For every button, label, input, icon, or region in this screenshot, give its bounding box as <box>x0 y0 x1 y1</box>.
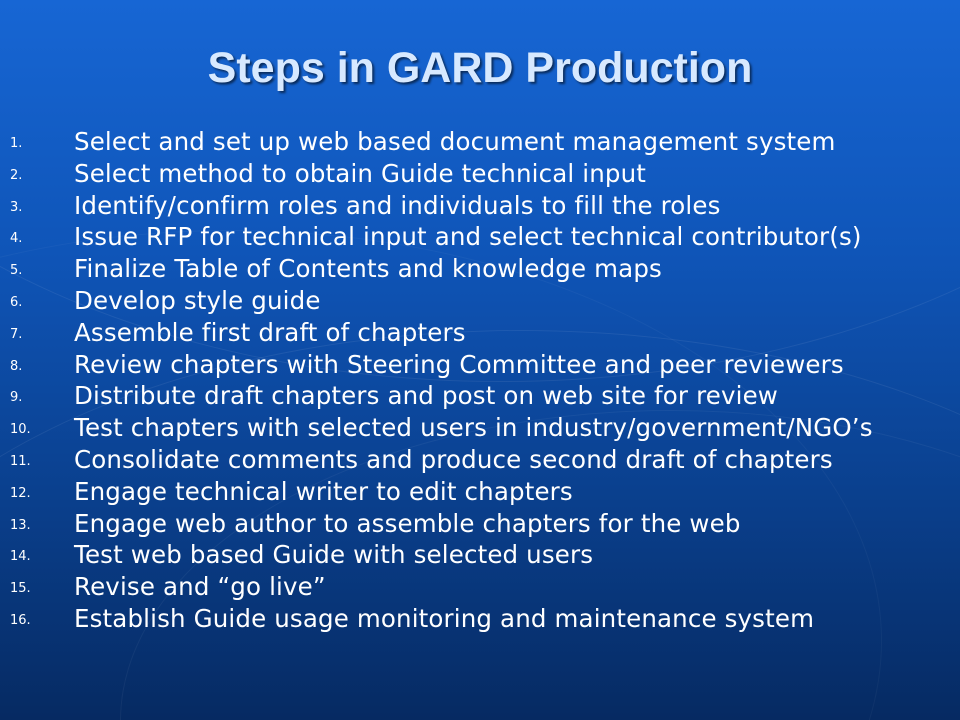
step-text: Issue RFP for technical input and select technical contributor(s) <box>74 222 862 252</box>
step-text: Test chapters with selected users in industry/government/NGO’s <box>74 413 873 443</box>
step-number: 7. <box>10 326 23 342</box>
step-item <box>0 571 960 603</box>
step-number: 12. <box>10 485 31 501</box>
step-text: Distribute draft chapters and post on web site for review <box>74 381 778 411</box>
step-item <box>0 412 960 444</box>
step-number: 6. <box>10 294 23 310</box>
step-number: 8. <box>10 358 23 374</box>
step-text: Establish Guide usage monitoring and maintenance system <box>74 603 815 633</box>
step-text: Test web based Guide with selected users <box>74 540 594 570</box>
step-number: 5. <box>10 263 23 279</box>
step-item <box>0 476 960 508</box>
step-item <box>0 126 960 158</box>
step-item <box>0 380 960 412</box>
step-number: 3. <box>10 199 23 215</box>
step-text: Review chapters with Steering Committee and peer reviewers <box>74 349 844 379</box>
step-item <box>0 349 960 381</box>
step-item <box>0 444 960 476</box>
step-number: 1. <box>10 136 23 151</box>
step-item <box>0 158 960 190</box>
step-text: Select and set up web based document management system <box>74 127 836 156</box>
step-number: 10. <box>10 422 31 438</box>
step-item <box>0 190 960 222</box>
step-text: Engage web author to assemble chapters for the web <box>74 508 741 538</box>
step-number: 9. <box>10 390 23 406</box>
step-item <box>0 317 960 349</box>
step-number: 4. <box>10 231 23 247</box>
slide-title: Steps in GARD Production <box>207 44 753 92</box>
step-item <box>0 603 960 635</box>
step-text: Identify/confirm roles and individuals to fill the roles <box>74 190 721 220</box>
step-number: 11. <box>10 453 31 469</box>
step-text: Finalize Table of Contents and knowledge maps <box>74 254 662 284</box>
step-number: 15. <box>10 581 31 597</box>
step-text: Revise and “go live” <box>74 572 326 602</box>
step-item <box>0 539 960 571</box>
step-number: 16. <box>10 612 31 628</box>
step-number: 13. <box>10 517 31 533</box>
step-item <box>0 253 960 285</box>
step-text: Assemble first draft of chapters <box>74 317 466 347</box>
step-text: Engage technical writer to edit chapters <box>74 476 573 506</box>
step-number: 2. <box>10 167 23 183</box>
step-number: 14. <box>10 549 31 565</box>
step-item <box>0 221 960 253</box>
step-text: Select method to obtain Guide technical input <box>74 158 647 188</box>
step-text: Develop style guide <box>74 285 321 315</box>
step-text: Consolidate comments and produce second draft of chapters <box>74 444 833 474</box>
step-item <box>0 285 960 317</box>
step-item <box>0 508 960 540</box>
steps-list <box>0 126 960 635</box>
